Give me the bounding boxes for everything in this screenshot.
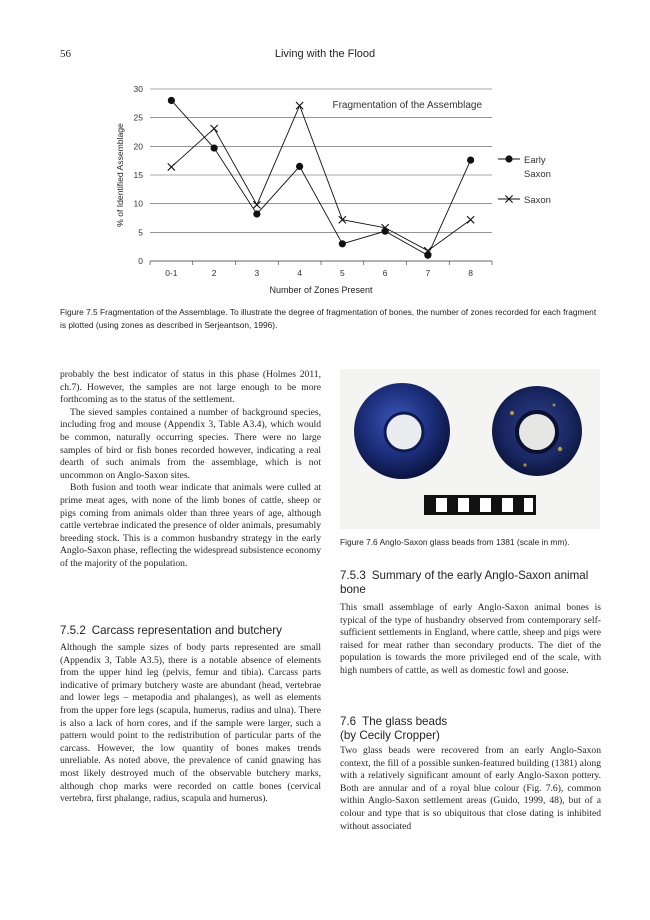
section-title: Carcass representation and butchery [91, 624, 282, 637]
section-7-5-3-body [340, 602, 601, 678]
legend-marker-circle [505, 155, 512, 162]
x-tick-label: 4 [297, 268, 302, 278]
x-tick-label: 5 [340, 268, 345, 278]
paragraph: The sieved samples contained a number of background species, including frog and mouse (Appendix 3, Table A3.4), which would be common, naturally occurring species. There were no large samples of bird or fish bones recorded however, indicating a real dearth of such animals from the assemblage, which is not uncommon on Anglo-Saxon sites. [60, 406, 321, 481]
y-axis-label: % of Identified Assemblage [115, 123, 125, 227]
paragraph: Both fusion and tooth wear indicate that animals were culled at prime meat ages, with none of the limb bones of cattle, sheep or pigs coming from animals older than three years of age, although cattle vertebrae indicated the presence of older animals, presumably breeding stock. This is a common husbandry strategy in the early Anglo-Saxon phase, reflecting the widespread subsistence economy of the majority of the population. [60, 482, 321, 569]
legend-label: Saxon [524, 195, 551, 206]
paragraph: Although the sample sizes of body parts represented are small (Appendix 3, Table A3.5), there is a notable absence of elements from the upper hind leg (pelvis, femur and tibia). Carcass parts indicative of primary butchery waste are abundant (head, vertebrae and lower legs – metapodia and phalanges), as well as elements from the upper fore legs (scapula, humerus, radius and ulna). There is also a lack of horn cores, and if the sample were larger, such a pattern would point to the redistribution of particular parts of the carcass. However, the low quantity of bones makes trends unreliable. As noted above, the prevalence of canid gnawing has most likely destroyed much of the observable butchery marks, although chop marks were recorded on cattle bones (cervical vertebra, first phalange, radius, scapula and humerus). [60, 642, 321, 805]
section-number: 7.5.3 [340, 569, 366, 582]
x-axis-label: Number of Zones Present [269, 285, 373, 295]
data-point-circle [339, 240, 346, 247]
data-point-circle [467, 156, 474, 163]
x-tick-label: 2 [211, 268, 217, 278]
data-point-circle [168, 97, 175, 104]
y-tick-label: 20 [133, 141, 143, 152]
paragraph: Two glass beads were recovered from an early Anglo-Saxon context, the fill of a possible sunken-featured building (1381) along with a relatively significant amount of early Anglo-Saxon pottery. Both are annular and of a royal blue colour (Fig. 7.6), common within Anglo-Saxon settlement areas (Guido, 1999, 48), but of a colour and type that is so ubiquitous that close dating is inhibited without associated [340, 745, 601, 832]
section-heading-7-6 [340, 715, 610, 743]
y-tick-label: 25 [133, 112, 143, 123]
data-point-circle [296, 163, 303, 170]
bead-left-icon [354, 383, 450, 479]
section-7-5-2-body [60, 642, 321, 806]
chart-title: Fragmentation of the Assemblage [332, 100, 482, 111]
y-tick-label: 5 [138, 227, 143, 238]
section-heading-7-5-3 [340, 569, 610, 597]
y-tick-label: 15 [133, 170, 143, 180]
paragraph: probably the best indicator of status in this phase (Holmes 2011, ch.7). However, the samples are not large enough to be more forthcoming as to the status of the settlement. [60, 369, 321, 406]
x-tick-label: 3 [254, 268, 260, 278]
x-tick-label: 7 [425, 268, 431, 278]
glass-beads-photo [340, 369, 600, 529]
data-point-cross [339, 216, 346, 223]
data-point-cross [168, 163, 175, 170]
figure-7-5-caption: Figure 7.5 Fragmentation of the Assemblage. To illustrate the degree of fragmentation of bones, the number of zones recorded for each fragment is plotted (using zones as described in Serjeantson, 1996). [60, 307, 597, 330]
data-point-circle [253, 210, 260, 217]
running-title: Living with the Flood [274, 48, 376, 60]
y-tick-label: 0 [138, 256, 143, 266]
y-tick-label: 10 [133, 198, 143, 209]
section-heading-7-5-2 [60, 624, 330, 638]
data-point-cross [253, 201, 260, 208]
legend-label: Early [524, 155, 546, 166]
paragraph: This small assemblage of early Anglo-Saxon animal bones is typical of the type of husbandry observed from contemporary self-sufficient settlements in England, where cattle, sheep and pigs were raised for meat rather than secondary products. The diet of the population is towards the more privileged end of the scale, with high numbers of cattle, as well as domestic fowl and goose. [340, 602, 601, 676]
series-line-saxon [171, 106, 470, 251]
data-point-cross [467, 216, 474, 223]
fragmentation-chart [96, 78, 556, 300]
x-tick-label: 6 [382, 268, 388, 278]
section-number: 7.6 [340, 715, 357, 728]
section-title: The glass beads [362, 715, 448, 728]
data-point-circle [211, 144, 218, 151]
section-author: (by Cecily Cropper) [340, 729, 440, 742]
y-tick-label: 30 [133, 84, 143, 94]
section-number: 7.5.2 [60, 624, 86, 637]
data-point-cross [211, 125, 218, 132]
bead-right-icon [492, 386, 582, 476]
section-7-6-body [340, 745, 601, 833]
scale-bar-icon [424, 495, 536, 515]
page-number: 56 [60, 48, 71, 60]
data-point-cross [296, 102, 303, 109]
figure-7-6-caption: Figure 7.6 Anglo-Saxon glass beads from 1381 (scale in mm). [340, 537, 570, 547]
legend-label: Saxon [524, 169, 551, 180]
x-tick-label: 0-1 [165, 268, 178, 278]
x-tick-label: 8 [468, 268, 473, 278]
section-title: Summary of the early Anglo-Saxon animal bone [340, 569, 589, 596]
left-column-text [60, 369, 321, 571]
